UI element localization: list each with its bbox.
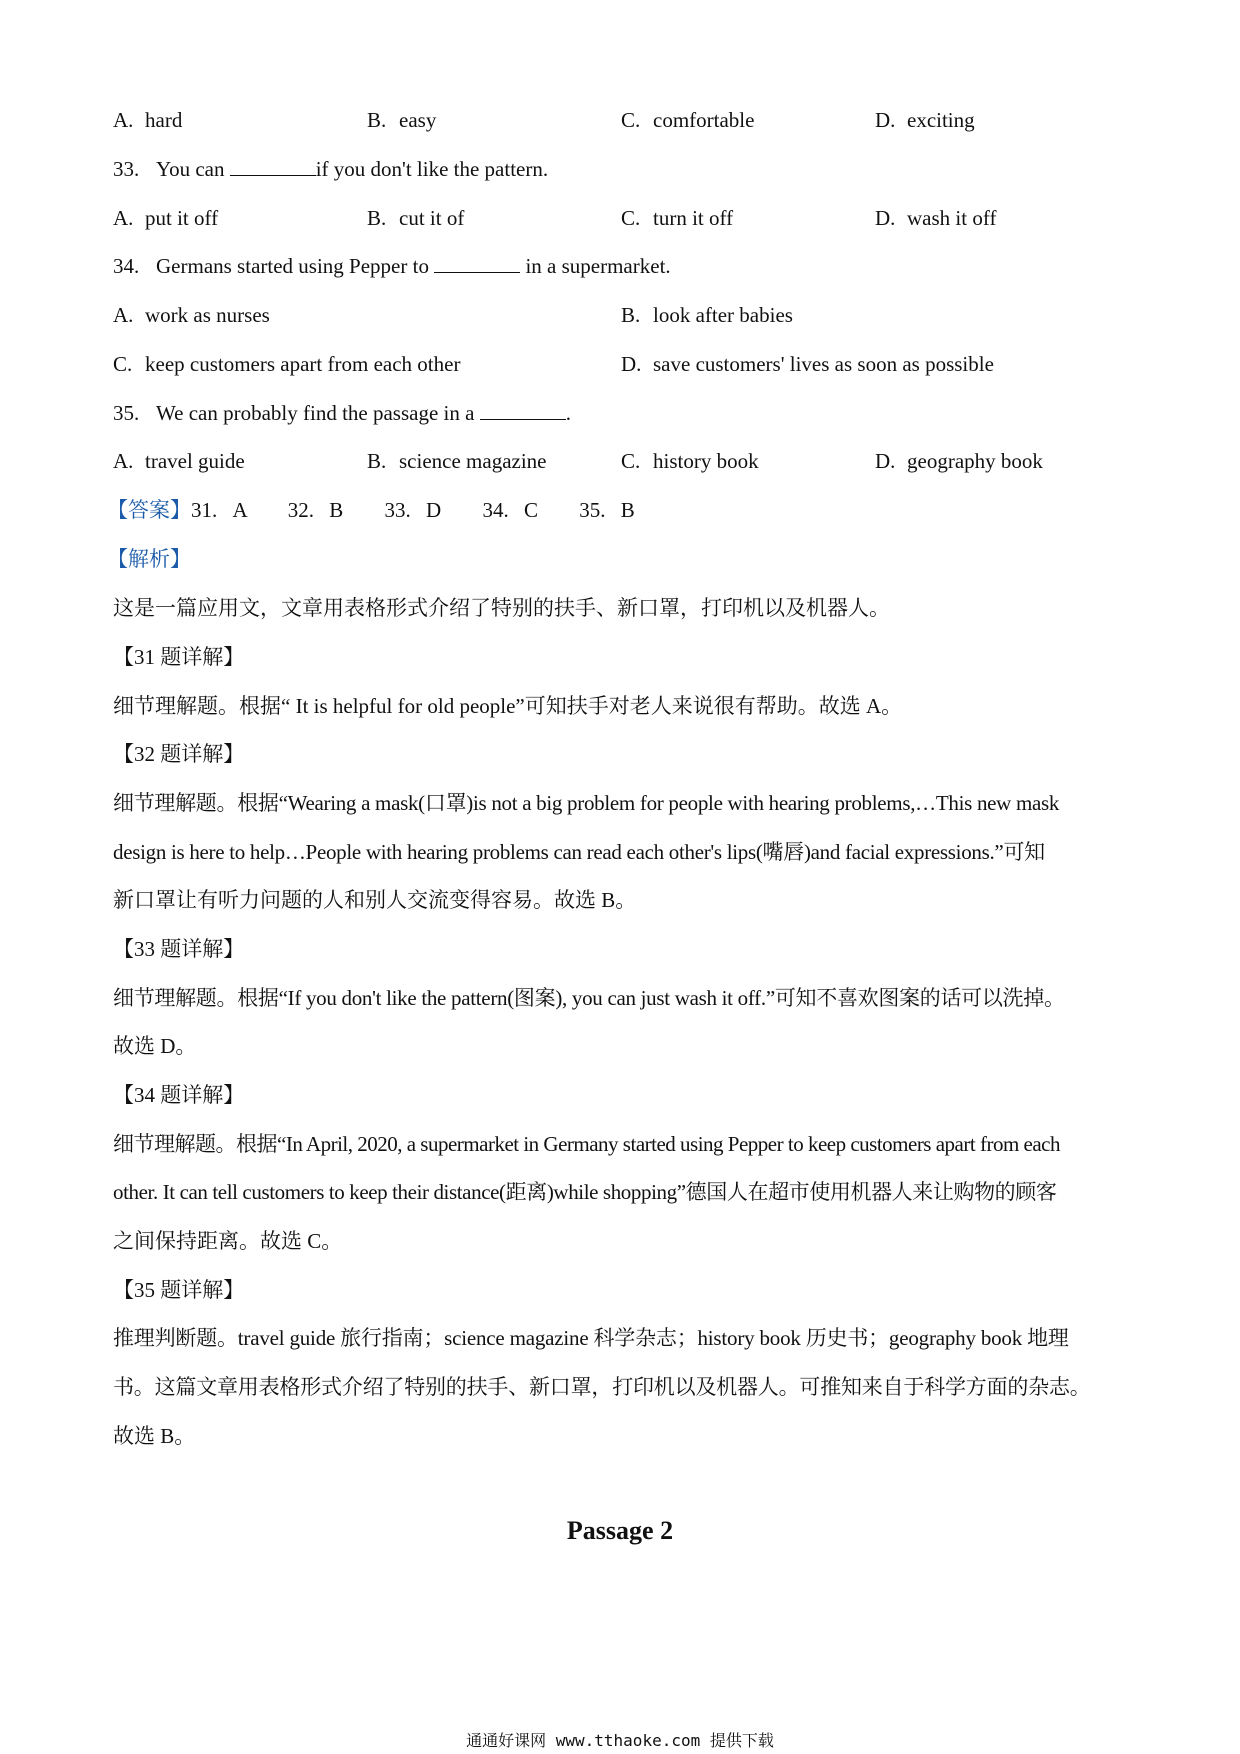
analysis-intro: 这是一篇应用文，文章用表格形式介绍了特别的扶手、新口罩，打印机以及机器人。 — [113, 596, 890, 620]
detail-34-line-2: other. It can tell customers to keep their distance(距离)while shopping”德国人在超市使用机器人来让购物的顾客 — [113, 1180, 1057, 1204]
q35-options — [113, 441, 1133, 481]
passage-title: Passage 2 — [566, 1516, 674, 1545]
answer-key: 【答案】31. A 32. B 33. D 34. C 35. B — [107, 498, 635, 522]
option-d: D. save customers' lives as soon as possible — [621, 352, 994, 376]
option-b: B. look after babies — [621, 303, 793, 327]
q34-options-ab — [113, 295, 1133, 335]
page-footer: 通通好课网 www.tthaoke.com 提供下载 — [466, 1731, 774, 1750]
answer-tag: 【答案】 — [107, 498, 191, 522]
option-a: A. travel guide — [113, 449, 245, 473]
option-a: A. put it off — [113, 206, 219, 230]
detail-32-line-1: 细节理解题。根据“Wearing a mask(口罩)is not a big problem for people with hearing problems,…This new mask — [113, 791, 1060, 815]
detail-33-line-1: 细节理解题。根据“If you don't like the pattern(图案), you can just wash it off.”可知不喜欢图案的话可以洗掉。 — [113, 986, 1065, 1010]
detail-33-line-2: 故选 D。 — [113, 1034, 197, 1058]
detail-33-heading: 【33 题详解】 — [113, 937, 245, 961]
option-c: C. history book — [621, 449, 759, 473]
option-d: D. exciting — [875, 108, 975, 132]
detail-35-heading: 【35 题详解】 — [113, 1278, 245, 1302]
option-a: A. hard — [113, 108, 183, 132]
question-34: 34. Germans started using Pepper to in a supermarket. — [113, 246, 1133, 286]
detail-32-line-2: design is here to help…People with hearing problems can read each other's lips(嘴唇)and facial expressions.”可知 — [113, 840, 1045, 864]
answer-blank — [230, 149, 316, 176]
option-b: B. easy — [367, 108, 437, 132]
option-c: C. keep customers apart from each other — [113, 352, 461, 376]
option-c: C. comfortable — [621, 108, 755, 132]
question-33: 33. You can if you don't like the pattern. — [113, 149, 1133, 189]
option-c: C. turn it off — [621, 206, 734, 230]
option-d: D. geography book — [875, 449, 1043, 473]
option-a: A. work as nurses — [113, 303, 270, 327]
detail-34-line-3: 之间保持距离。故选 C。 — [113, 1229, 343, 1253]
q34-options-cd — [113, 344, 1133, 384]
detail-35-line-3: 故选 B。 — [113, 1424, 196, 1448]
option-d: D. wash it off — [875, 206, 997, 230]
analysis-heading: 【解析】 — [107, 547, 191, 571]
detail-34-heading: 【34 题详解】 — [113, 1083, 245, 1107]
detail-32-line-3: 新口罩让有听力问题的人和别人交流变得容易。故选 B。 — [113, 888, 637, 912]
answer-blank — [480, 393, 566, 420]
detail-32-heading: 【32 题详解】 — [113, 742, 245, 766]
detail-31-heading: 【31 题详解】 — [113, 645, 245, 669]
question-35: 35. We can probably find the passage in a . — [113, 393, 1133, 433]
detail-35-line-2: 书。这篇文章用表格形式介绍了特别的扶手、新口罩，打印机以及机器人。可推知来自于科学方面的杂志。 — [113, 1375, 1091, 1399]
answer-blank — [434, 246, 520, 273]
q33-options — [113, 198, 1133, 238]
option-b: B. cut it of — [367, 206, 465, 230]
q32-options — [113, 100, 1133, 140]
detail-35-line-1: 推理判断题。travel guide 旅行指南；science magazine 科学杂志；history book 历史书；geography book 地理 — [113, 1326, 1069, 1350]
option-b: B. science magazine — [367, 449, 547, 473]
detail-34-line-1: 细节理解题。根据“In April, 2020, a supermarket in Germany started using Pepper to keep customers apart from each — [113, 1132, 1060, 1156]
detail-31-text: 细节理解题。根据“ It is helpful for old people”可知扶手对老人来说很有帮助。故选 A。 — [113, 694, 903, 718]
